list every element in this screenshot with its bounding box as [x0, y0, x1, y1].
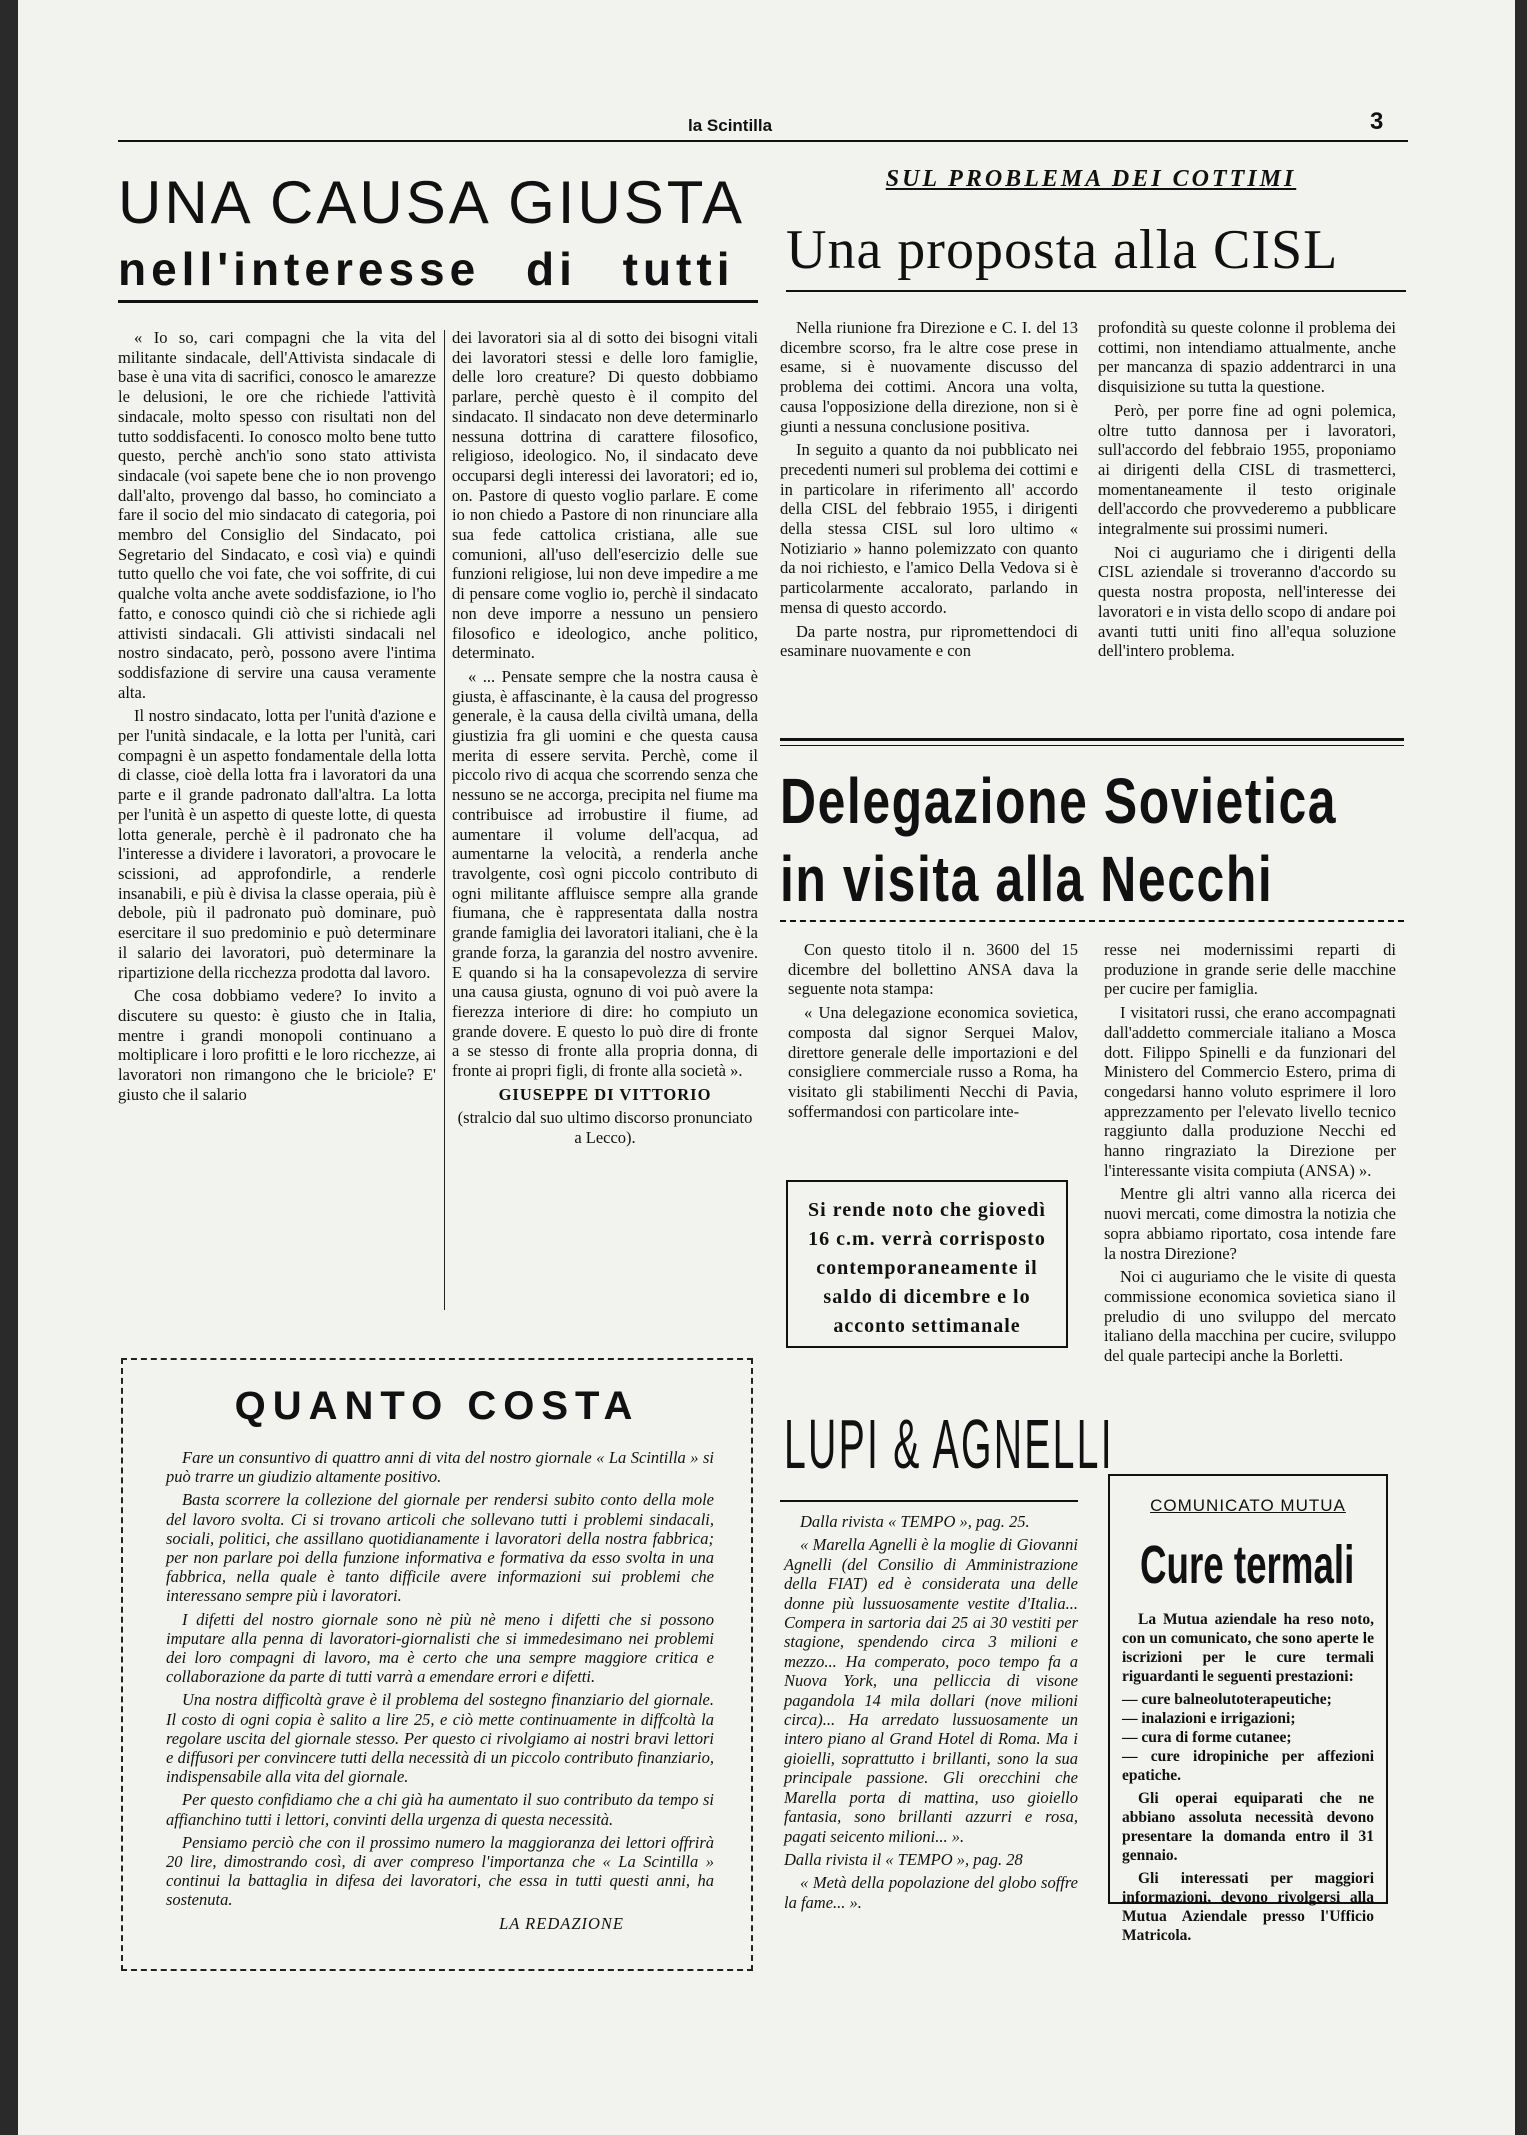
causa-column-1	[118, 328, 436, 1108]
list-item: — cure balneolutoterapeutiche;	[1122, 1691, 1332, 1708]
paragraph: Pensiamo perciò che con il prossimo numero la maggioranza dei lettori offrirà 20 lire, dimostrando così, di aver compreso l'importanza che « La Scintilla » continui la battaglia in difesa dei lavoratori, che essa in tutti questi anni, ha sostenuta.	[166, 1832, 714, 1910]
paragraph: Basta scorrere la collezione del giornale per rendersi subito conto della mole del lavoro svolta. Ci si trovano articoli che sollevano tutti i problemi sindacali, sociali, politici, che assillano quotidianamente i lavoratori della nostra fabbrica; per non parlare poi della funzione informativa e formativa da esso svolta in una fabbrica, nella quale è tanto difficile avere informazioni sui problemi che interessano sempre più i lavoratori.	[166, 1490, 714, 1606]
lupi-column	[784, 1512, 1078, 1916]
subheadline-interesse: nell'interesse di tutti	[118, 243, 735, 295]
headline-cure-termali: Cure termali	[1140, 1535, 1355, 1595]
headline-delegazione-1: Delegazione Sovietica	[780, 765, 1338, 837]
payment-notice-box	[786, 1180, 1068, 1348]
author-signature: GIUSEPPE DI VITTORIO	[498, 1084, 712, 1104]
paragraph: Da parte nostra, pur ripromettendoci di esaminare nuovamente e con	[780, 621, 1078, 661]
paragraph: « Marella Agnelli è la moglie di Giovanni Agnelli (del Consilio di Amministrazione della FIAT) ed è considerata una delle donne più lussuosamente vestite d'Italia... Compera in sartoria dai 25 ai 30 vestiti per stagione, spendendo circa 3 milioni e mezzo... Ha comperato, poco tempo fa a Nuova York, una pelliccia di visone pagandola 14 mila dollari (nove milioni circa)... Ha arredato lussuosamente un intero piano al Grand Hotel di Roma. Ma i gioielli, soprattutto i brillanti, sono la sua principale passione. Gli orecchini che Marella porta di mattina, uso gioiello fantasia, sono brillanti azzurri e rosa, pagati seicento milioni... ».	[784, 1535, 1078, 1846]
headline-proposta-cisl: Una proposta alla CISL	[786, 219, 1339, 281]
delegazione-underline	[780, 920, 1404, 922]
headline-causa-giusta: UNA CAUSA GIUSTA	[118, 169, 746, 236]
paragraph: « Metà della popolazione del globo soffre la fame... ».	[784, 1873, 1078, 1912]
headline-underline	[118, 300, 758, 303]
headline-lupi-agnelli: LUPI & AGNELLI	[784, 1405, 1114, 1483]
paragraph: Nella riunione fra Direzione e C. I. del 13 dicembre scorso, fra le altre cose prese in esame, si è nuovamente discusso del problema dei cottimi. Ancora una volta, causa l'opposizione della direzione, non si è giunti a nessuna conclusione positiva.	[780, 318, 1078, 436]
source-note: (stralcio dal suo ultimo discorso pronunciato a Lecco).	[457, 1108, 753, 1148]
mutua-label: COMUNICATO MUTUA	[1150, 1496, 1346, 1515]
paragraph: profondità su queste colonne il problema dei cottimi, non intendiamo attualmente, anche per mancanza di spazio addentrarci in una disquisizione su tutta la questione.	[1098, 318, 1396, 397]
causa-column-2	[452, 328, 758, 1152]
cottimi-underline	[786, 290, 1406, 292]
redazione-signature: LA REDAZIONE	[499, 1913, 624, 1933]
headline-quanto-costa: QUANTO COSTA	[234, 1384, 640, 1428]
source-line: Dalla rivista il « TEMPO », pag. 28	[784, 1849, 1023, 1869]
paragraph: « Una delegazione economica sovietica, composta dal signor Serquei Malov, direttore generale delle importazioni e del consigliere commerciale russo a Roma, ha visitato gli stabilimenti Necchi di Pavia, soffermandosi con particolare inte-	[788, 1003, 1078, 1121]
page-number: 3	[1370, 108, 1384, 135]
headline-delegazione-2: in visita alla Necchi	[780, 843, 1274, 915]
paragraph: Fare un consuntivo di quattro anni di vita del nostro giornale « La Scintilla » si può trarre un giudizio altamente positivo.	[166, 1448, 714, 1487]
list-item: — inalazioni e irrigazioni;	[1122, 1710, 1296, 1727]
delegazione-column-2	[1104, 940, 1396, 1370]
paragraph: Noi ci auguriamo che i dirigenti della CISL aziendale si troveranno d'accordo su questa nostra proposta, nell'interesse dei lavoratori e in vista dello scopo di andare poi avanti tutti uniti fino all'equa soluzione dell'intero problema.	[1098, 542, 1396, 661]
paragraph: dei lavoratori sia al di sotto dei bisogni vitali dei lavoratori stessi e delle loro famiglie, delle loro creature? Di questo dobbiamo parlare, perchè questo è il compito del sindacato. Il sindacato non deve determinarlo nessuna dottrina di carattere filosofico, religioso, ideologico. No, il sindacato deve occuparsi degli interessi dei lavoratori; ed io, on. Pastore di questo voglio parlare. E come io non chiedo a Pastore di non rinunciare alla sua fede cattolica cristiana, alle sue comunioni, all'uso dell'esercizio delle sue funzioni religiose, lui non deve impedire a me di pensare come voglio io, perchè il sindacato non deve imporre a nessuno un pensiero filosofico e ideologico, anche politico, determinato.	[452, 328, 758, 663]
list-item: — cura di forme cutanee;	[1122, 1729, 1292, 1746]
paragraph: La Mutua aziendale ha reso noto, con un comunicato, che sono aperte le iscrizioni per le cure termali riguardanti le seguenti prestazioni:	[1122, 1611, 1374, 1685]
notice-line: Si rende noto che giovedì	[808, 1199, 1046, 1221]
notice-line: saldo di dicembre e lo	[823, 1286, 1031, 1308]
masthead-title: la Scintilla	[688, 116, 773, 135]
masthead-rule	[118, 140, 1408, 142]
paragraph: In seguito a quanto da noi pubblicato nei precedenti numeri sul problema dei cottimi e in particolare in riferimento all' accordo della CISL del febbraio 1955, i dirigenti della stessa CISL sul loro ultimo « Notiziario » hanno polemizzato con quanto da noi richiesto, e l'amico Della Vedova si è particolarmente accalorato, parlando in mensa di questo accordo.	[780, 440, 1078, 617]
column-divider	[444, 330, 445, 1310]
mutua-text	[1122, 1610, 1374, 1949]
paragraph: Però, per porre fine ad ogni polemica, oltre tutto dannosa per i lavoratori, sull'accordo del febbraio 1955, proponiamo ai dirigenti della CISL di trasmetterci, momentaneamente il testo originale dell'accordo che provvederemo a pubblicare integralmente sui prossimi numeri.	[1098, 400, 1396, 539]
paragraph: « ... Pensate sempre che la nostra causa è giusta, è affascinante, è la causa del progresso generale, è la causa della civiltà umana, della giustizia fra gli uomini e che questa causa merita di essere servita. Perchè, come il piccolo rivo di acqua che scorrendo senza che nessuno se ne accorga, precipita nel fiume ma contribuisce ad irrobustire il fiume, ad aumentare il volume dell'acqua, ad aumentarne la velocità, a renderla anche travolgente, così ogni piccolo contributo di ogni militante affluisce sempre alla grande fiumana, che è rappresentata dalla nostra grande famiglia dei lavoratori italiani, che è la grande forza, la garanzia del nostro avvenire. E quando si ha la consapevolezza di servire una causa giusta, ognuno di voi può avere la fierezza interiore di dire: ho compiuto un grande dovere. E questo lo può dire di fronte a se stesso di fronte alla propria donna, di fronte ai propri figli, di fronte alla società ».	[452, 666, 758, 1081]
paragraph: Una nostra difficoltà grave è il problema del sostegno finanziario del giornale. Il costo di ogni copia è salito a lire 25, e ciò mette continuamente in diffcoltà la regolare uscita del giornale stesso. Per questo ci rivolgiamo ai nostri bravi lettori e diffusori per convincere tutti della necessità di un piccolo contributo finanziario, indispensabile alla vita del giornale.	[166, 1690, 714, 1787]
prestazioni-list	[1122, 1690, 1374, 1785]
paragraph: Con questo titolo il n. 3600 del 15 dicembre del bollettino ANSA dava la seguente nota stampa:	[788, 940, 1078, 999]
delegazione-column-1	[788, 940, 1078, 1125]
paragraph: Per questo confidiamo che a chi già ha aumentato il suo contributo da tempo si affianchino tutti i lettori, convinti della urgenza di questa necessità.	[166, 1790, 714, 1829]
cottimi-column-2	[1098, 318, 1396, 665]
kicker-cottimi: SUL PROBLEMA DEI COTTIMI	[885, 166, 1297, 192]
section-rule-thin	[780, 745, 1404, 746]
lupi-underline	[780, 1500, 1078, 1502]
source-line: Dalla rivista « TEMPO », pag. 25.	[800, 1512, 1030, 1531]
paragraph: Che cosa dobbiamo vedere? Io invito a discutere su questo: è giusto che in Italia, mentre i grandi monopoli continuano a moltiplicare i loro profitti e le loro ricchezze, ai lavoratori non rimangono che le briciole? E' giusto che il salario	[118, 986, 436, 1104]
notice-line: 16 c.m. verrà corrisposto	[808, 1228, 1046, 1250]
paragraph: resse nei modernissimi reparti di produzione in grande serie delle macchine per cucire per famiglia.	[1104, 940, 1396, 999]
newspaper-page	[18, 0, 1515, 2135]
paragraph: Noi ci auguriamo che le visite di questa commissione economica sovietica siano il preludio di uno sviluppo del mercato italiano della macchina per cucire, sviluppo del quale partecipi anche la Borletti.	[1104, 1267, 1396, 1366]
paragraph: Il nostro sindacato, lotta per l'unità d'azione e per l'unità sindacale, e la lotta per l'unità, cari compagni è un aspetto fondamentale della lotta di classe, cioè della lotta fra i lavoratori da una parte e il grande padronato dall'altra. La lotta per l'unità è un aspetto di queste lotte, di questa lotta generale, perchè è il padronato che ha l'interesse a dividere i lavoratori, a provocare le scissioni, ad approfondirle, a renderle insanabili, e più è divisa la classe operaia, più è debole, più il padronato può dominare, può esercitare il suo predominio e può determinare il salario dei lavoratori, può determinare la ripartizione della ricchezza prodotta dal lavoro.	[118, 706, 436, 982]
list-item: — cure idropiniche per affezioni epatiche.	[1122, 1748, 1374, 1784]
section-rule	[780, 738, 1404, 741]
paragraph: Gli interessati per maggiori informazioni, devono rivolgersi alla Mutua Aziendale presso l'Ufficio Matricola.	[1122, 1870, 1374, 1944]
paragraph: I visitatori russi, che erano accompagnati dall'addetto commerciale italiano a Mosca dott. Filippo Spinelli e da funzionari del Ministero del Commercio Estero, prima di congedarsi hanno voluto esprimere il loro apprezzamento per l'elevato livello tecnico raggiunto dalla produzione Necchi ed hanno ringraziato la Direzione per l'interessante visita compiuta (ANSA) ».	[1104, 1003, 1396, 1180]
paragraph: Gli operai equiparati che ne abbiano assoluta necessità devono presentare la domanda entro il 31 gennaio.	[1122, 1790, 1374, 1864]
notice-line: contemporaneamente il	[816, 1257, 1038, 1279]
cottimi-column-1	[780, 318, 1078, 665]
paragraph: Mentre gli altri vanno alla ricerca dei nuovi mercati, come dimostra la notizia che sopra abbiamo riportato, cosa intende fare la nostra Direzione?	[1104, 1184, 1396, 1263]
paragraph: « Io so, cari compagni che la vita del militante sindacale, dell'Attivista sindacale di base è una vita di sacrifici, conosco le amarezze le delusioni, le ore che richiede l'attività sindacale, molto spesso con risultati non del tutto soddisfacenti. Io conosco molto bene tutto questo, perchè anch'io sono stato attivista sindacale (voi sapete bene che io non provengo dall'alto, provengo dal basso, ho cominciato a fare il socio del mio sindacato di categoria, poi membro del Consiglio del Sindacato, poi Segretario del Sindacato, e così via) e quindi tutto quello che voi fate, che voi soffrite, di cui qualche volta anche avete soddisfazione, io l'ho fatto, e conosco quindi ciò che si richiede agli attivisti sindacali. Gli attivisti sindacali nel nostro sindacato, però, possono avere l'intima soddisfazione di servire una causa veramente alta.	[118, 328, 436, 702]
quanto-costa-text	[166, 1448, 714, 1937]
notice-line: acconto settimanale	[833, 1315, 1021, 1337]
paragraph: I difetti del nostro giornale sono nè più nè meno i difetti che si possono imputare alla penna di lavoratori-giornalisti che si immedesimano nei problemi dei loro compagni di lavoro, ma è certo che una sempre maggiore critica e collaborazione da parte di tutti varrà a emendare errori e difetti.	[166, 1609, 714, 1687]
